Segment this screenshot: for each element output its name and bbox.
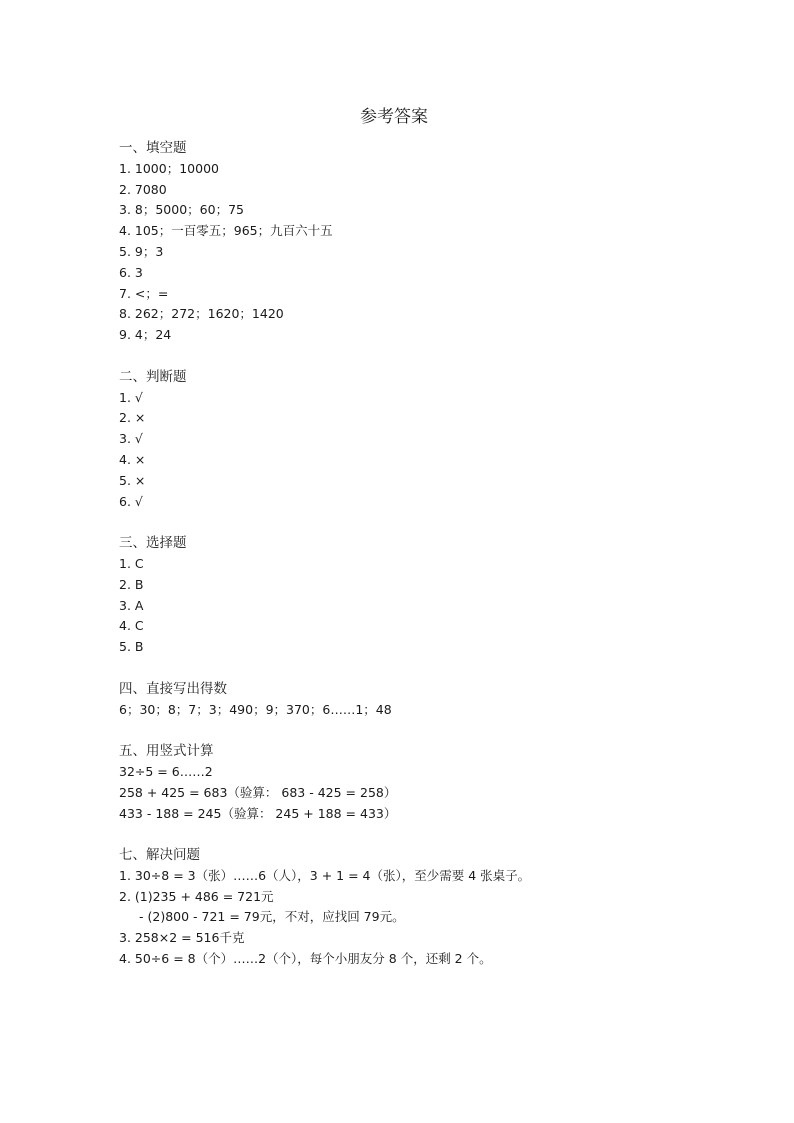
answer-item: 4. 105；一百零五；965；九百六十五 — [119, 223, 333, 239]
section-heading: 二、判断题 — [119, 368, 187, 385]
answer-content — [119, 138, 739, 970]
answer-item: 1. √ — [119, 389, 143, 405]
spacer — [119, 824, 739, 845]
page-title: 参考答案 — [360, 107, 428, 127]
answer-item: 3. √ — [119, 431, 143, 447]
answer-item: 258 + 425 = 683（验算： 683 - 425 = 258） — [119, 784, 397, 800]
answer-item: 7. <；= — [119, 285, 169, 301]
answer-item: 2. × — [119, 410, 146, 426]
answer-item: 1. 1000；10000 — [119, 160, 219, 176]
spacer — [119, 658, 739, 679]
answer-item: 4. C — [119, 618, 144, 634]
section-heading: 三、选择题 — [119, 535, 187, 552]
answer-item: 5. 9；3 — [119, 243, 164, 259]
answer-item: 1. C — [119, 555, 144, 571]
section-heading: 五、用竖式计算 — [119, 743, 214, 760]
section-heading: 四、直接写出得数 — [119, 680, 227, 697]
spacer — [119, 720, 739, 741]
answer-item: 5. × — [119, 472, 146, 488]
answer-item: 2. B — [119, 576, 144, 592]
answer-item: 8. 262；272；1620；1420 — [119, 306, 284, 322]
section-heading: 一、填空题 — [119, 140, 187, 156]
answer-item: - (2)800 - 721 = 79元，不对，应找回 79元。 — [139, 909, 405, 925]
answer-item: 5. B — [119, 639, 144, 655]
answer-item: 4. 50÷6 = 8（个）……2（个），每个小朋友分 8 个，还剩 2 个。 — [119, 951, 492, 967]
spacer — [119, 512, 739, 533]
answer-item: 2. (1)235 + 486 = 721元 — [119, 888, 274, 904]
answer-item: 4. × — [119, 451, 146, 467]
answer-item: 3. 258×2 = 516千克 — [119, 930, 245, 946]
answer-item: 1. 30÷8 = 3（张）……6（人），3 + 1 = 4（张），至少需要 4 张桌子。 — [119, 867, 531, 883]
answer-item: 433 - 188 = 245（验算： 245 + 188 = 433） — [119, 805, 397, 821]
answer-item: 2. 7080 — [119, 181, 167, 197]
answer-item: 6. 3 — [119, 264, 143, 280]
answer-item: 6；30；8；7；3；490；9；370；6……1；48 — [119, 701, 392, 717]
answer-item: 9. 4；24 — [119, 327, 172, 343]
answer-item: 3. 8；5000；60；75 — [119, 202, 244, 218]
spacer — [119, 346, 739, 367]
answer-item: 3. A — [119, 597, 144, 613]
answer-item: 32÷5 = 6……2 — [119, 763, 213, 779]
section-heading: 七、解决问题 — [119, 847, 200, 864]
answer-item: 6. √ — [119, 493, 143, 509]
